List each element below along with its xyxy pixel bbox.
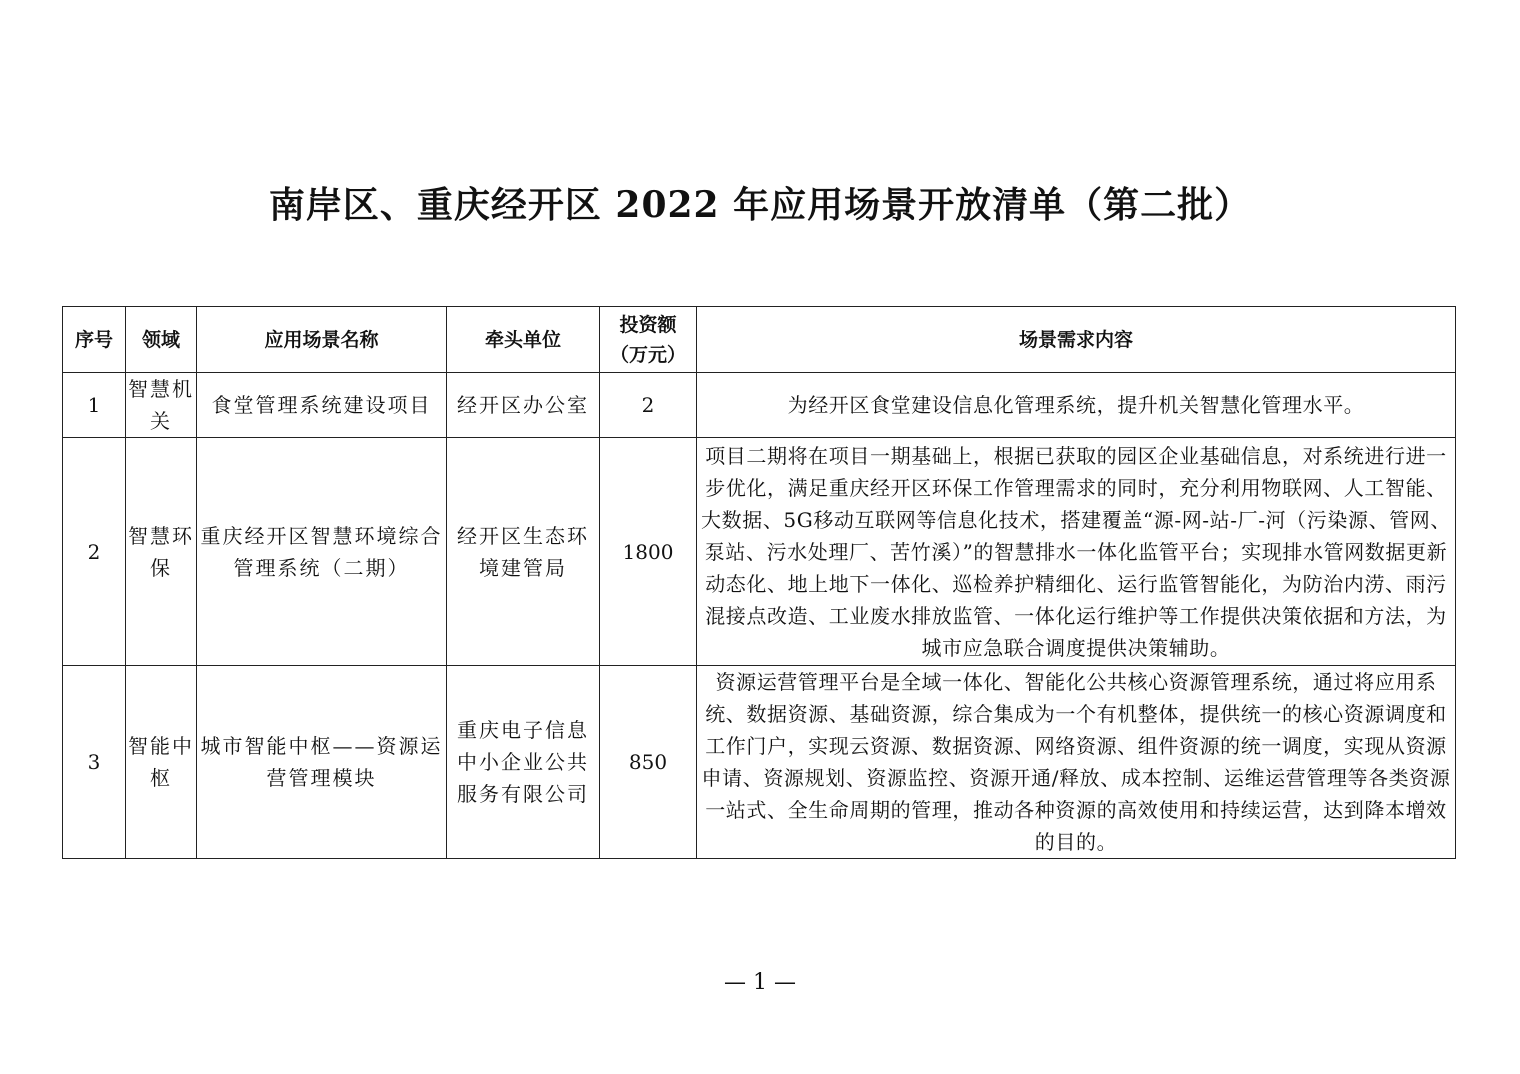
- cell-content: 资源运营管理平台是全域一体化、智能化公共核心资源管理系统，通过将应用系统、数据资源、基础资源，综合集成为一个有机整体，提供统一的核心资源调度和工作门户，实现云资源、数据资源、网络资源、组件资源的统一调度，实现从资源申请、资源规划、资源监控、资源开通/释放、成本控制、运维运营管理等各类资源一站式、全生命周期的管理，推动各种资源的高效使用和持续运营，达到降本增效的目的。: [697, 666, 1456, 859]
- cell-content: 项目二期将在项目一期基础上，根据已获取的园区企业基础信息，对系统进行进一步优化，满足重庆经开区环保工作管理需求的同时，充分利用物联网、人工智能、大数据、5G移动互联网等信息化技术，搭建覆盖“源-网-站-厂-河（污染源、管网、泵站、污水处理厂、苦竹溪）”的智慧排水一体化监管平台；实现排水管网数据更新动态化、地上地下一体化、巡检养护精细化、运行监管智能化，为防治内涝、雨污混接点改造、工业废水排放监管、一体化运行维护等工作提供决策依据和方法，为城市应急联合调度提供决策辅助。: [697, 438, 1456, 666]
- cell-lead-unit: 经开区生态环境建管局: [447, 438, 600, 666]
- cell-index: 2: [63, 438, 126, 666]
- cell-index: 3: [63, 666, 126, 859]
- header-scenario-name: 应用场景名称: [197, 307, 447, 373]
- cell-scenario-name: 重庆经开区智慧环境综合管理系统（二期）: [197, 438, 447, 666]
- table-header-row: [63, 307, 1456, 373]
- document-title: 南岸区、重庆经开区 2022 年应用场景开放清单（第二批）: [268, 184, 1252, 226]
- cell-lead-unit: 经开区办公室: [447, 373, 600, 438]
- scenario-table: [62, 306, 1456, 859]
- header-investment: [600, 307, 697, 373]
- cell-lead-unit: 重庆电子信息中小企业公共服务有限公司: [447, 666, 600, 859]
- page-number: — 1 —: [724, 970, 796, 995]
- header-lead-unit: 牵头单位: [447, 307, 600, 373]
- cell-investment: 1800: [600, 438, 697, 666]
- cell-index: 1: [63, 373, 126, 438]
- cell-scenario-name: 城市智能中枢——资源运营管理模块: [197, 666, 447, 859]
- table-row: [63, 438, 1456, 666]
- header-index: 序号: [63, 307, 126, 373]
- cell-scenario-name: 食堂管理系统建设项目: [197, 373, 447, 438]
- cell-domain: 智能中枢: [126, 666, 197, 859]
- table-row: [63, 666, 1456, 859]
- header-content: 场景需求内容: [697, 307, 1456, 373]
- cell-domain: 智慧机关: [126, 373, 197, 438]
- table-row: [63, 373, 1456, 438]
- cell-investment: 850: [600, 666, 697, 859]
- header-domain: 领域: [126, 307, 197, 373]
- header-investment-line2: （万元）: [609, 343, 686, 366]
- cell-investment: 2: [600, 373, 697, 438]
- cell-content: 为经开区食堂建设信息化管理系统，提升机关智慧化管理水平。: [697, 373, 1456, 438]
- cell-domain: 智慧环保: [126, 438, 197, 666]
- header-investment-line1: 投资额: [619, 313, 677, 336]
